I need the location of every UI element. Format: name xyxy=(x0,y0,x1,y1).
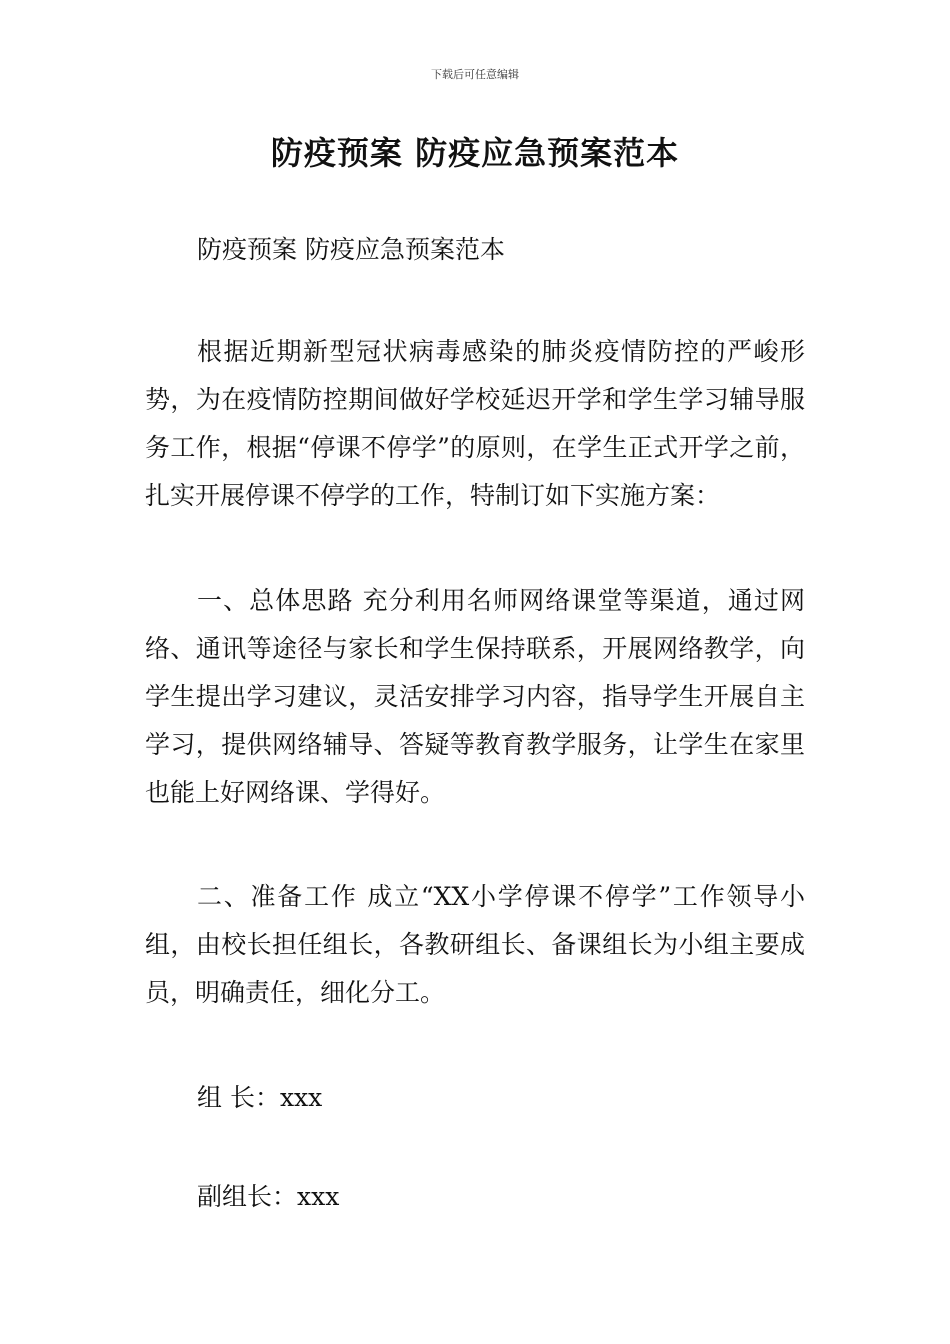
paragraph-general-approach: 一、总体思路 充分利用名师网络课堂等渠道，通过网络、通讯等途径与家长和学生保持联系，开展网络教学，向学生提出学习建议，灵活安排学习内容，指导学生开展自主学习，提供网络辅导、答疑等教育教学服务，让学生在家里也能上好网络课、学得好。 xyxy=(145,586,805,807)
header-note: 下载后可任意编辑 xyxy=(431,68,519,81)
paragraph-preparation: 二、准备工作 成立“XX小学停课不停学”工作领导小组，由校长担任组长，各教研组长、备课组长为小组主要成员，明确责任，细化分工。 xyxy=(145,882,805,1007)
paragraph-intro: 根据近期新型冠状病毒感染的肺炎疫情防控的严峻形势，为在疫情防控期间做好学校延迟开学和学生学习辅导服务工作，根据“停课不停学”的原则，在学生正式开学之前，扎实开展停课不停学的工作，特制订如下实施方案： xyxy=(145,337,805,510)
paragraph-team-leader: 组 长：xxx xyxy=(197,1083,323,1112)
document-subtitle: 防疫预案 防疫应急预案范本 xyxy=(197,235,505,264)
document-title: 防疫预案 防疫应急预案范本 xyxy=(270,134,680,172)
paragraph-deputy-leader: 副组长：xxx xyxy=(197,1182,340,1211)
